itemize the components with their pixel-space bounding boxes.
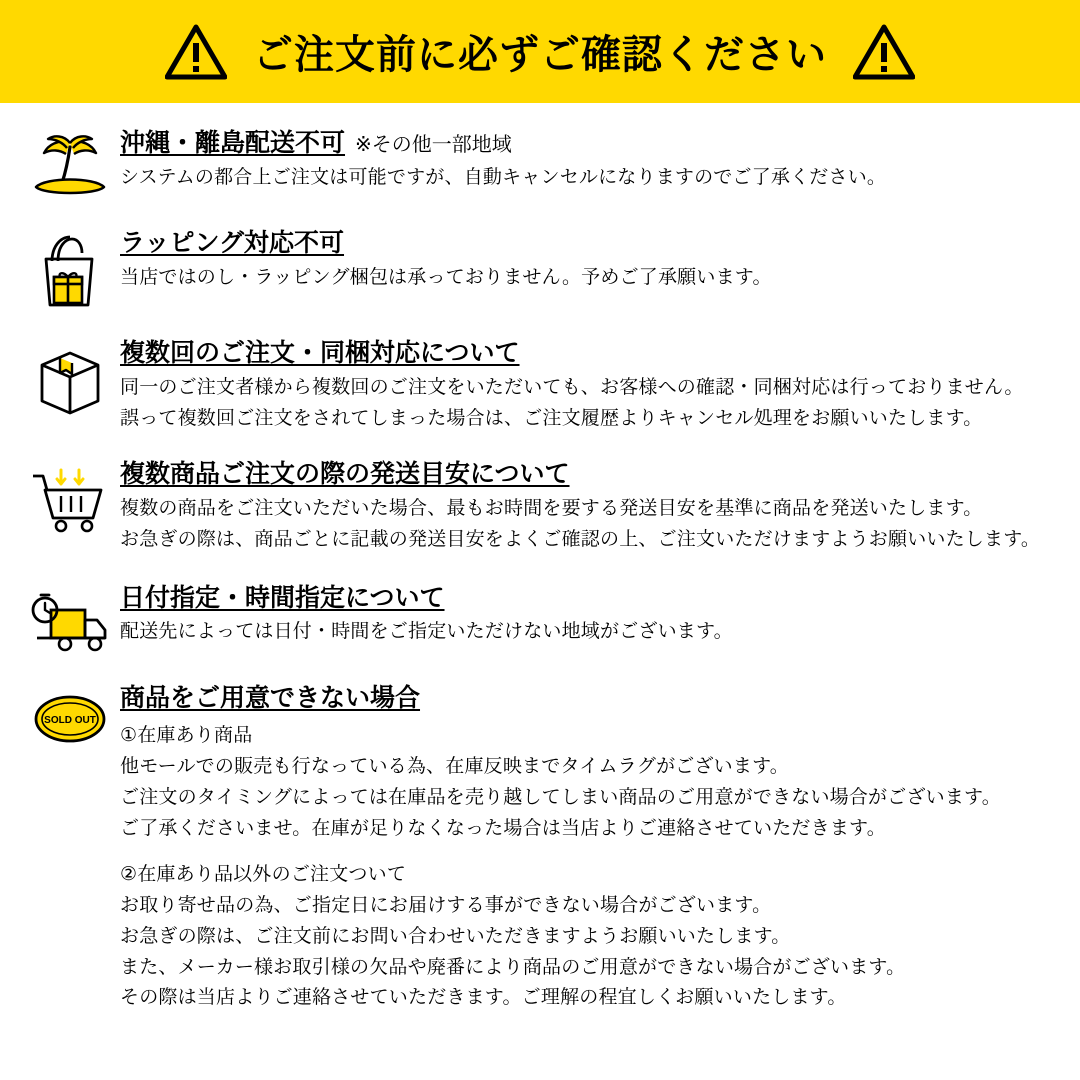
section-title [120, 337, 1054, 371]
section-title-text: 複数回のご注文・同梱対応について [120, 339, 520, 367]
gift-bag-icon [22, 227, 118, 311]
section-line: お急ぎの際は、ご注文前にお問い合わせいただきますようお願いいたします。 [120, 925, 791, 947]
section-title [120, 127, 1054, 161]
section-title [120, 582, 1054, 616]
header-banner [0, 0, 1080, 103]
section-title [120, 458, 1054, 492]
section-line: システムの都合上ご注文は可能ですが、自動キャンセルになりますのでご了承ください。 [120, 166, 887, 188]
shopping-cart-icon [22, 458, 118, 536]
section-title-text: 複数商品ご注文の際の発送目安について [120, 460, 570, 489]
notice-section-date-time [0, 582, 1080, 658]
spacer [120, 844, 1054, 860]
section-title-text: 商品をご用意できない場合 [120, 683, 421, 712]
section-line: ご注文のタイミングによっては在庫品を売り越してしまい商品のご用意ができない場合がございます。 [120, 786, 1001, 808]
section-line: 複数の商品をご注文いただいた場合、最もお時間を要する発送目安を基準に商品を発送いたします。 [120, 498, 983, 520]
warning-triangle-icon [853, 23, 915, 81]
section-title-note: ※その他一部地域 [355, 134, 512, 156]
delivery-truck-icon [22, 582, 118, 658]
section-line: 誤って複数回ご注文をされてしまった場合は、ご注文履歴よりキャンセル処理をお願いいたします。 [120, 407, 983, 429]
box-package-icon [22, 337, 118, 417]
sold-out-group1-heading: ①在庫あり商品 [120, 725, 253, 747]
notice-section-sold-out [0, 682, 1080, 1015]
sold-out-group2-heading: ②在庫あり品以外のご注文ついて [120, 864, 407, 886]
section-title-text: 沖縄・離島配送不可 [120, 129, 346, 157]
section-title-text: ラッピング対応不可 [120, 229, 345, 257]
sold-out-stamp-icon [22, 682, 118, 750]
notice-section-wrapping [0, 227, 1080, 311]
section-title [120, 227, 1054, 261]
section-title-text: 日付指定・時間指定について [120, 583, 445, 612]
section-line: その際は当店よりご連絡させていただきます。ご理解の程宜しくお願いいたします。 [120, 987, 847, 1009]
section-line: 配送先によっては日付・時間をご指定いただけない地域がございます。 [120, 621, 733, 643]
sold-out-stamp-label: SOLD OUT [44, 714, 96, 726]
warning-triangle-icon [165, 23, 227, 81]
section-line: 他モールでの販売も行なっている為、在庫反映までタイムラグがございます。 [120, 756, 789, 778]
section-line: お取り寄せ品の為、ご指定日にお届けする事ができない場合がございます。 [120, 895, 772, 917]
notice-content [0, 103, 1080, 1014]
notice-section-shipping-estimate [0, 458, 1080, 555]
notice-section-okinawa [0, 127, 1080, 203]
section-line: ご了承くださいませ。在庫が足りなくなった場合は当店よりご連絡させていただきます。 [120, 817, 886, 839]
banner-title: ご注文前に必ずご確認ください [253, 33, 827, 77]
section-line: 当店ではのし・ラッピング梱包は承っておりません。予めご了承願います。 [120, 266, 772, 288]
notice-section-multiple-orders [0, 337, 1080, 434]
section-line: 同一のご注文者様から複数回のご注文をいただいても、お客様への確認・同梱対応は行っておりません。 [120, 376, 1024, 398]
section-title [120, 682, 1054, 716]
section-line: また、メーカー様お取引様の欠品や廃番により商品のご用意ができない場合がございます。 [120, 956, 906, 978]
island-palm-icon [22, 127, 118, 203]
section-line: お急ぎの際は、商品ごとに記載の発送目安をよくご確認の上、ご注文いただけますようお願いいたします。 [120, 528, 1041, 550]
